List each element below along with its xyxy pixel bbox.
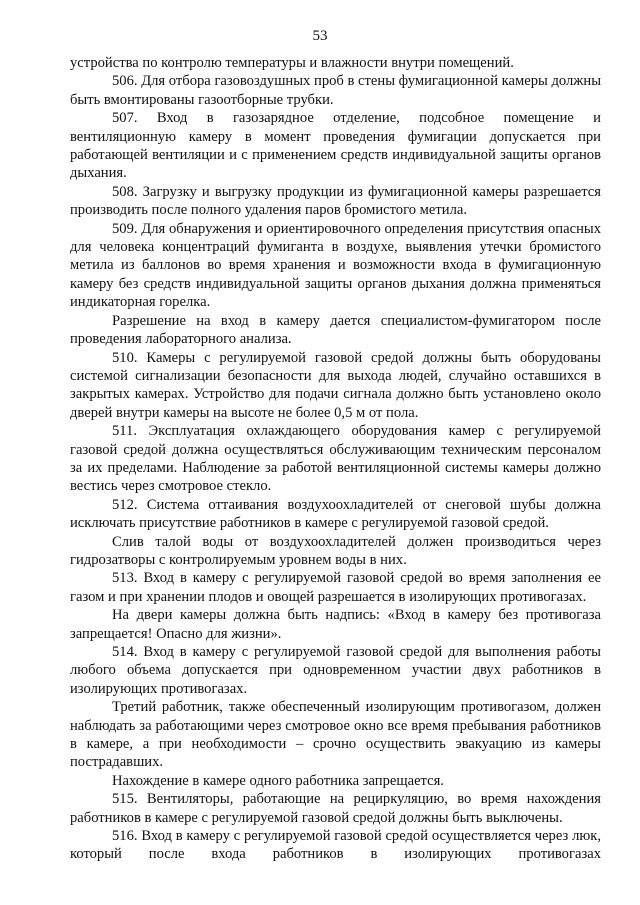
paragraph-509-permission: Разрешение на вход в камеру дается специалистом-фумигатором после проведения лабораторного анализа. (70, 312, 601, 348)
paragraph-507: 507. Вход в газозарядное отделение, подсобное помещение и вентиляционную камеру в момент проведения фумигации допускается при работающей вентиляции и с применением средств индивидуальной защиты органов дыхания. (70, 110, 601, 182)
page-number: 53 (312, 28, 328, 44)
paragraph-513: 513. Вход в камеру с регулируемой газовой средой во время заполнения ее газом и при хранении плодов и овощей разрешается в изолирующих противогазах. (70, 570, 601, 605)
paragraph-506: 506. Для отбора газовоздушных проб в стены фумигационной камеры должны быть вмонтированы газоотборные трубки. (70, 73, 601, 108)
paragraph-516: 516. Вход в камеру с регулируемой газовой средой осуществляется через люк, который после входа работников в изолирующих противогазах (70, 828, 601, 863)
paragraph-511: 511. Эксплуатация охлаждающего оборудования камер с регулируемой газовой средой должна осуществляться обслуживающим техническим персоналом за их пределами. Наблюдение за работой вентиляционной системы камеры должно вестись через смотровое стекло. (70, 423, 601, 495)
paragraph-514-single-worker: Нахождение в камере одного работника запрещается. (112, 772, 444, 789)
paragraph-514-third-worker: Третий работник, также обеспеченный изолирующим противогазом, должен наблюдать за работающими через смотровое окно все время пребывания работников в камере, а при необходимости – срочно осуществить эвакуацию из камеры пострадавших. (70, 699, 601, 771)
paragraph-512: 512. Система оттаивания воздухоохладителей от снеговой шубы должна исключать присутствие работников в камере с регулируемой газовой средой. (70, 496, 601, 532)
paragraph-508: 508. Загрузку и выгрузку продукции из фумигационной камеры разрешается производить после полного удаления паров бромистого метила. (70, 183, 601, 219)
paragraph-513-door-sign: На двери камеры должна быть надпись: «Вход в камеру без противогаза запрещается! Опасно для жизни». (70, 607, 601, 642)
paragraph-512-drain: Слив талой воды от воздухоохладителей должен производиться через гидрозатворы с контролируемым уровнем воды в них. (70, 533, 601, 568)
paragraph-515: 515. Вентиляторы, работающие на рециркуляцию, во время нахождения работников в камере с регулируемой газовой средой должны быть выключены. (70, 791, 601, 826)
document-body (70, 54, 601, 864)
paragraph-510: 510. Камеры с регулируемой газовой средой должны быть оборудованы системой сигнализации безопасности для выхода людей, случайно оставшихся в закрытых камерах. Устройство для подачи сигнала должно быть установлено около дверей внутри камеры на высоте не более 0,5 м от пола. (70, 349, 601, 421)
paragraph-514: 514. Вход в камеру с регулируемой газовой средой для выполнения работы любого объема допускается при одновременном участии двух работников в изолирующих противогазах. (70, 644, 601, 697)
paragraph-509: 509. Для обнаружения и ориентировочного определения присутствия опасных для человека концентраций фумиганта в воздухе, выявления утечки бромистого метила из баллонов во время хранения и возможности входа в фумигационную камеру без средств индивидуальной защиты органов дыхания должна применяться индикаторная горелка. (70, 220, 601, 311)
paragraph-continuation: устройства по контролю температуры и влажности внутри помещений. (70, 55, 514, 71)
